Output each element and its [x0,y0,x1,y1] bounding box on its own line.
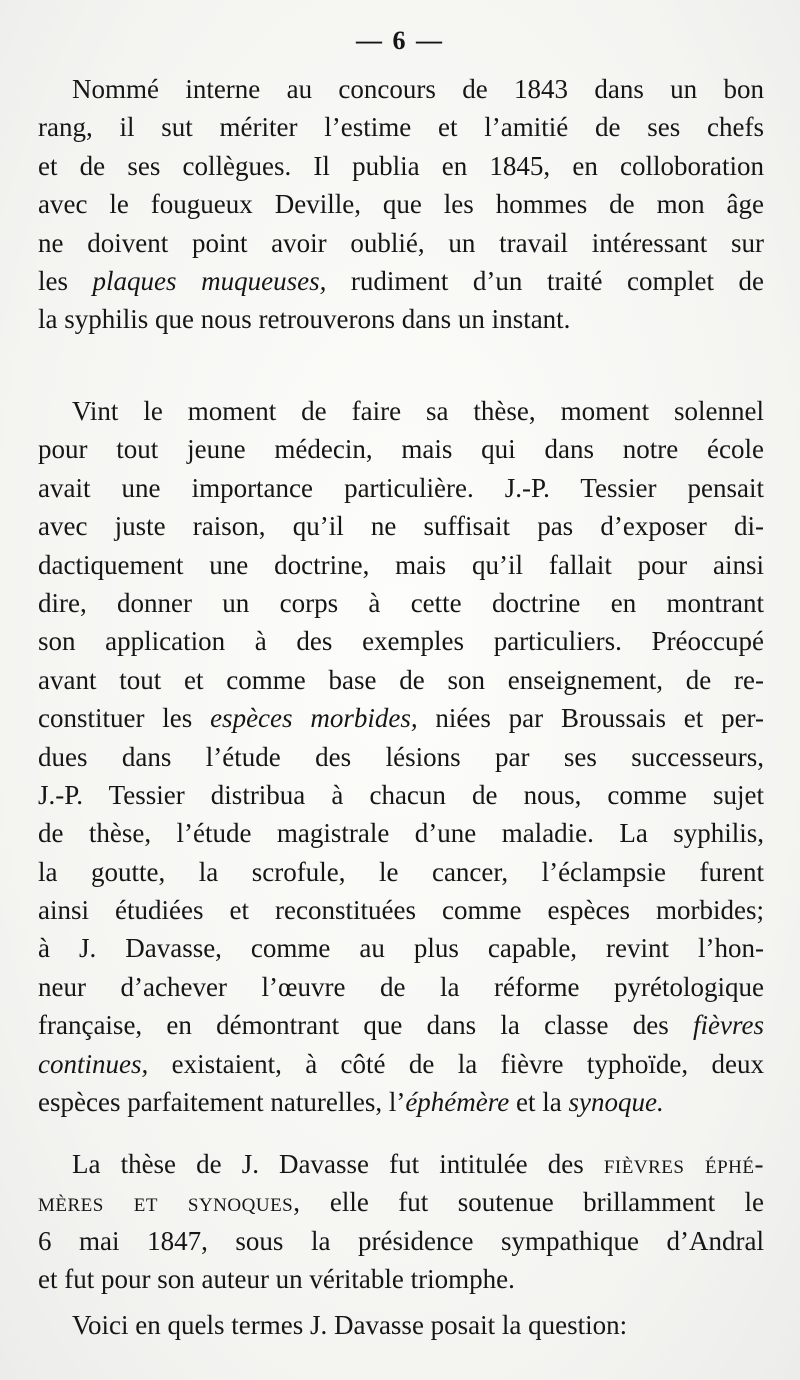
text-line: avant tout et comme base de son enseignement, de re- [38,664,764,695]
text-line: dire, donner un corps à cette doctrine en montrant [38,587,764,618]
italic-term: fièvres [693,1010,764,1041]
text-line: Vint le moment de faire sa thèse, moment solennel [72,396,764,426]
text-line: dactiquement une doctrine, mais qu’il fallait pour ainsi [38,549,764,580]
text-line: rang, il sut mériter l’estime et l’amitié de ses chefs [38,112,764,143]
text-line: La thèse de J. Davasse fut intitulée des fièvres éphé- [72,1149,764,1179]
text-line: la syphilis que nous retrouverons dans un instant. [38,304,571,335]
text-line: à J. Davasse, comme au plus capable, revint l’hon- [38,933,764,964]
page-number: — 6 — [356,26,444,55]
text-line: Voici en quels termes J. Davasse posait la question: [72,1310,628,1340]
text-line: française, en démontrant que dans la classe des fièvres [38,1010,764,1041]
text-line: 6 mai 1847, sous la présidence sympathique d’Andral [38,1225,764,1256]
paragraph-4 [38,1306,764,1344]
small-caps-title: mères et synoques, [38,1187,301,1218]
italic-term: plaques muqueuses, [92,265,327,296]
paragraph-3 [38,1145,764,1299]
text-line: neur d’achever l’œuvre de la réforme pyrétologique [38,971,764,1002]
italic-term: synoque. [568,1087,664,1118]
text-line: mères et synoques, elle fut soutenue brillamment le [38,1187,764,1218]
text-line: Nommé interne au concours de 1843 dans un bon [72,74,764,104]
text-line: J.-P. Tessier distribua à chacun de nous, comme sujet [38,779,764,810]
text-line: espèces parfaitement naturelles, l’éphémère et la synoque. [38,1087,664,1118]
text-line: avec le fougueux Deville, que les hommes de mon âge [38,189,764,220]
text-line: la goutte, la scrofule, le cancer, l’éclampsie furent [38,856,764,887]
paragraph-2 [38,392,764,1121]
text-line: continues, existaient, à côté de la fièvre typhoïde, deux [38,1048,764,1079]
italic-term: continues, [38,1048,149,1079]
italic-term: espèces morbides, [210,703,418,734]
italic-term: éphémère [405,1087,510,1118]
text-line: avec juste raison, qu’il ne suffisait pas d’exposer di- [38,511,764,542]
text-line: pour tout jeune médecin, mais qui dans notre école [38,434,764,465]
small-caps-title: fièvres éphé- [603,1149,764,1179]
text-line: ainsi étudiées et reconstituées comme espèces morbides; [38,895,764,926]
text-line: dues dans l’étude des lésions par ses successeurs, [38,741,764,772]
text-line: et de ses collègues. Il publia en 1845, en colloboration [38,150,764,181]
paragraph-1 [38,70,764,339]
text-line: son application à des exemples particuliers. Préoccupé [38,626,764,657]
text-line: constituer les espèces morbides, niées par Broussais et per- [38,703,764,734]
text-line: avait une importance particulière. J.-P. Tessier pensait [38,472,764,503]
text-line: ne doivent point avoir oublié, un travail intéressant sur [38,227,764,258]
text-line: les plaques muqueuses, rudiment d’un traité complet de [38,265,764,296]
text-line: et fut pour son auteur un véritable triomphe. [38,1264,515,1295]
text-line: de thèse, l’étude magistrale d’une maladie. La syphilis, [38,818,764,849]
